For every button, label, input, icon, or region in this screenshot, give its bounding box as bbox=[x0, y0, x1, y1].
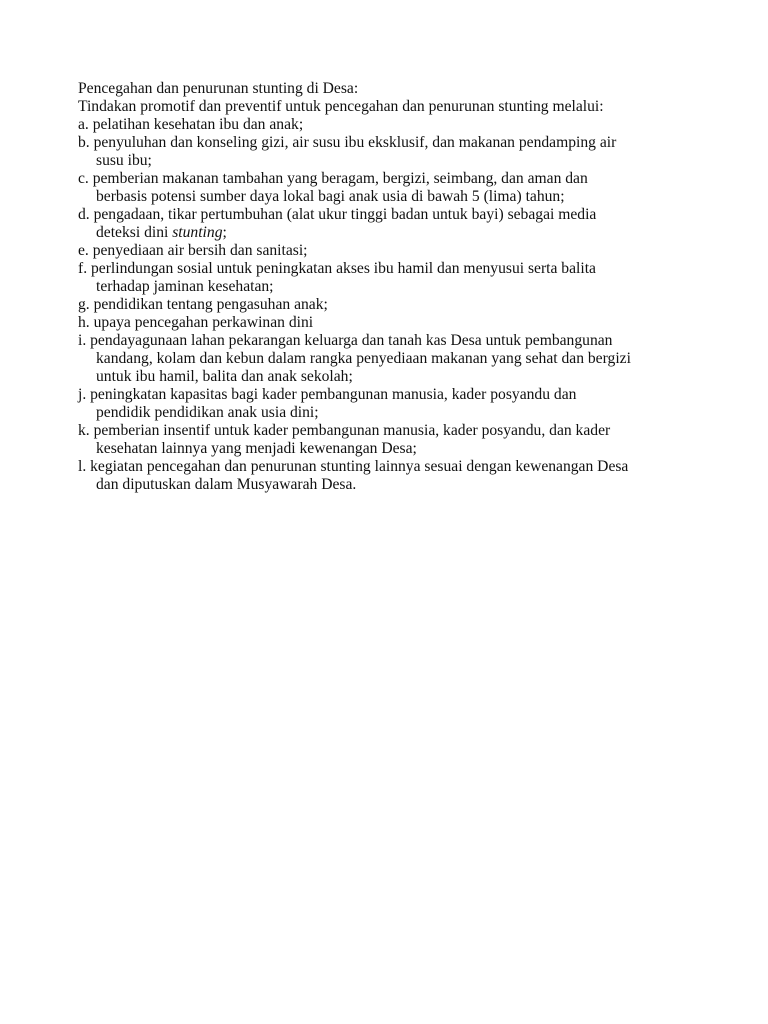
italic-term: stunting bbox=[172, 224, 223, 241]
list-item-text: k. pemberian insentif untuk kader pembangunan manusia, kader posyandu, dan kader bbox=[78, 422, 611, 439]
list-item-text: e. penyediaan air bersih dan sanitasi; bbox=[78, 242, 308, 259]
list-item-b bbox=[78, 134, 718, 170]
list-item-text: f. perlindungan sosial untuk peningkatan akses ibu hamil dan menyusui serta balita bbox=[78, 260, 596, 277]
list-item-text: j. peningkatan kapasitas bagi kader pembangunan manusia, kader posyandu dan bbox=[78, 386, 577, 403]
list-item-continuation bbox=[78, 224, 718, 242]
list-item-text: g. pendidikan tentang pengasuhan anak; bbox=[78, 296, 328, 313]
list-item-text: c. pemberian makanan tambahan yang beragam, bergizi, seimbang, dan aman dan bbox=[78, 170, 588, 187]
list-item-e bbox=[78, 242, 718, 260]
list-item-k bbox=[78, 422, 718, 458]
list-item-continuation: berbasis potensi sumber daya lokal bagi anak usia di bawah 5 (lima) tahun; bbox=[96, 188, 565, 205]
document-body bbox=[78, 80, 718, 494]
list-item-continuation: kesehatan lainnya yang menjadi kewenangan Desa; bbox=[96, 440, 417, 457]
list-item-continuation: dan diputuskan dalam Musyawarah Desa. bbox=[96, 476, 357, 493]
list-item-text: d. pengadaan, tikar pertumbuhan (alat ukur tinggi badan untuk bayi) sebagai media bbox=[78, 206, 597, 223]
list-item-h bbox=[78, 314, 718, 332]
list-item-continuation: susu ibu; bbox=[96, 152, 152, 169]
list-item-continuation: kandang, kolam dan kebun dalam rangka penyediaan makanan yang sehat dan bergizi bbox=[96, 350, 631, 367]
list-item-i bbox=[78, 332, 718, 386]
list-item-text: i. pendayagunaan lahan pekarangan keluarga dan tanah kas Desa untuk pembangunan bbox=[78, 332, 613, 349]
list-item-continuation-text: deteksi dini bbox=[96, 224, 173, 241]
list-item-text: h. upaya pencegahan perkawinan dini bbox=[78, 314, 314, 331]
list-item-f bbox=[78, 260, 718, 296]
list-item-continuation: untuk ibu hamil, balita dan anak sekolah; bbox=[96, 368, 353, 385]
list-item-a bbox=[78, 116, 718, 134]
list-item-d bbox=[78, 206, 718, 242]
list-item-continuation: pendidik pendidikan anak usia dini; bbox=[96, 404, 319, 421]
list-item-l bbox=[78, 458, 718, 494]
list-item-g bbox=[78, 296, 718, 314]
list-item-c bbox=[78, 170, 718, 206]
list-item-text: b. penyuluhan dan konseling gizi, air susu ibu eksklusif, dan makanan pendamping air bbox=[78, 134, 617, 151]
list-item-text: a. pelatihan kesehatan ibu dan anak; bbox=[78, 116, 304, 133]
list-item-continuation: terhadap jaminan kesehatan; bbox=[96, 278, 274, 295]
list-item-j bbox=[78, 386, 718, 422]
punctuation: ; bbox=[222, 224, 227, 241]
document-intro: Tindakan promotif dan preventif untuk pencegahan dan penurunan stunting melalui: bbox=[78, 98, 604, 115]
list-item-text: l. kegiatan pencegahan dan penurunan stunting lainnya sesuai dengan kewenangan Desa bbox=[78, 458, 629, 475]
document-heading: Pencegahan dan penurunan stunting di Desa: bbox=[78, 80, 359, 97]
